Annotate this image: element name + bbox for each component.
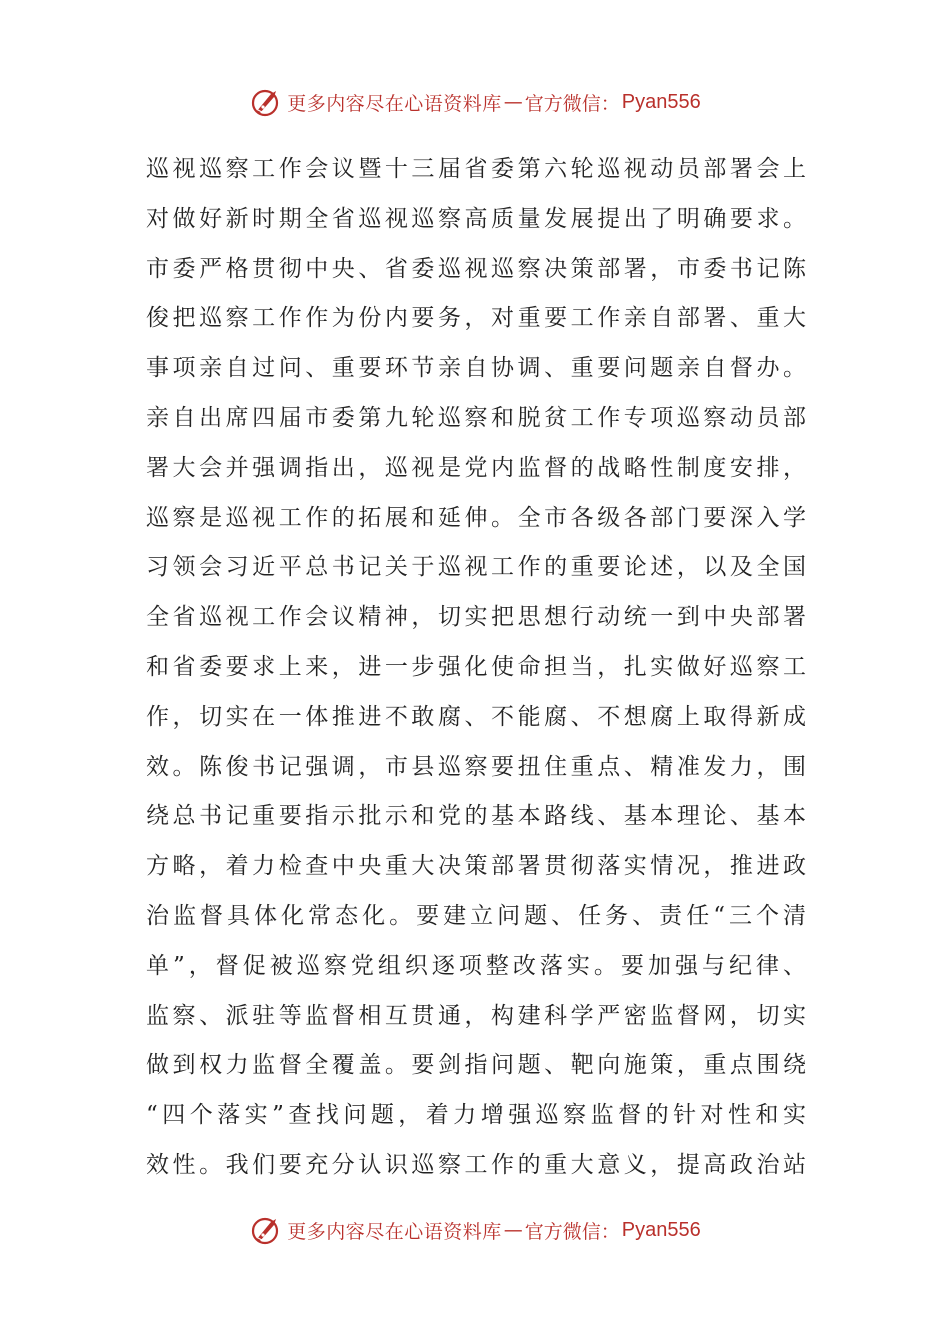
- footer-watermark: [0, 1210, 950, 1250]
- text-line: 和省委要求上来，进一步强化使命担当，扎实做好巡察工: [146, 653, 806, 680]
- text-line: 单”，督促被巡察党组织逐项整改落实。要加强与纪律、: [146, 952, 806, 979]
- text-line: 做到权力监督全覆盖。要剑指问题、靶向施策，重点围绕: [146, 1052, 806, 1079]
- pen-nib-circle-icon: [249, 85, 283, 119]
- text-line: 方略，着力检查中央重大决策部署贯彻落实情况，推进政: [146, 853, 806, 880]
- pen-nib-circle-icon: [249, 1213, 283, 1247]
- text-line: 效性。我们要充分认识巡察工作的重大意义，提高政治站: [146, 1151, 806, 1178]
- text-line: 监察、派驻等监督相互贯通，构建科学严密监督网，切实: [146, 1002, 806, 1029]
- watermark-wechat-id: Pyan556: [621, 90, 701, 113]
- watermark-wechat-label: 官方微信：: [524, 92, 620, 115]
- text-line: 巡视巡察工作会议暨十三届省委第六轮巡视动员部署会上: [146, 156, 806, 182]
- text-line: 效。陈俊书记强调，市县巡察要扭住重点、精准发力，围: [146, 753, 806, 780]
- text-line: 亲自出席四届市委第九轮巡察和脱贫工作专项巡察动员部: [146, 404, 806, 431]
- text-line: 治监督具体化常态化。要建立问题、任务、责任“三个清: [146, 902, 806, 929]
- text-line: 市委严格贯彻中央、省委巡视巡察决策部署，市委书记陈: [146, 255, 806, 282]
- text-line: 事项亲自过问、重要环节亲自协调、重要问题亲自督办。: [146, 355, 806, 382]
- text-line: 俊把巡察工作作为份内要务，对重要工作亲自部署、重大: [146, 305, 806, 332]
- watermark-site-text: 更多内容尽在心语资料库: [287, 1220, 502, 1243]
- watermark-dash: —: [503, 91, 523, 113]
- watermark-dash: —: [503, 1219, 523, 1241]
- text-line: 对做好新时期全省巡视巡察高质量发展提出了明确要求。: [146, 205, 806, 232]
- document-body: [146, 145, 806, 1191]
- watermark-wechat-id: Pyan556: [621, 1218, 701, 1241]
- text-line: 作，切实在一体推进不敢腐、不能腐、不想腐上取得新成: [146, 703, 806, 730]
- text-line: 绕总书记重要指示批示和党的基本路线、基本理论、基本: [146, 803, 806, 830]
- text-line: “四个落实”查找问题，着力增强巡察监督的针对性和实: [146, 1102, 806, 1129]
- text-line: 全省巡视工作会议精神，切实把思想行动统一到中央部署: [146, 604, 806, 631]
- watermark-wechat-label: 官方微信：: [524, 1220, 620, 1243]
- text-line: 署大会并强调指出，巡视是党内监督的战略性制度安排，: [146, 454, 806, 481]
- header-watermark: [0, 82, 950, 122]
- watermark-site-text: 更多内容尽在心语资料库: [287, 92, 502, 115]
- text-line: 习领会习近平总书记关于巡视工作的重要论述，以及全国: [146, 554, 806, 581]
- text-line: 巡察是巡视工作的拓展和延伸。全市各级各部门要深入学: [146, 504, 806, 531]
